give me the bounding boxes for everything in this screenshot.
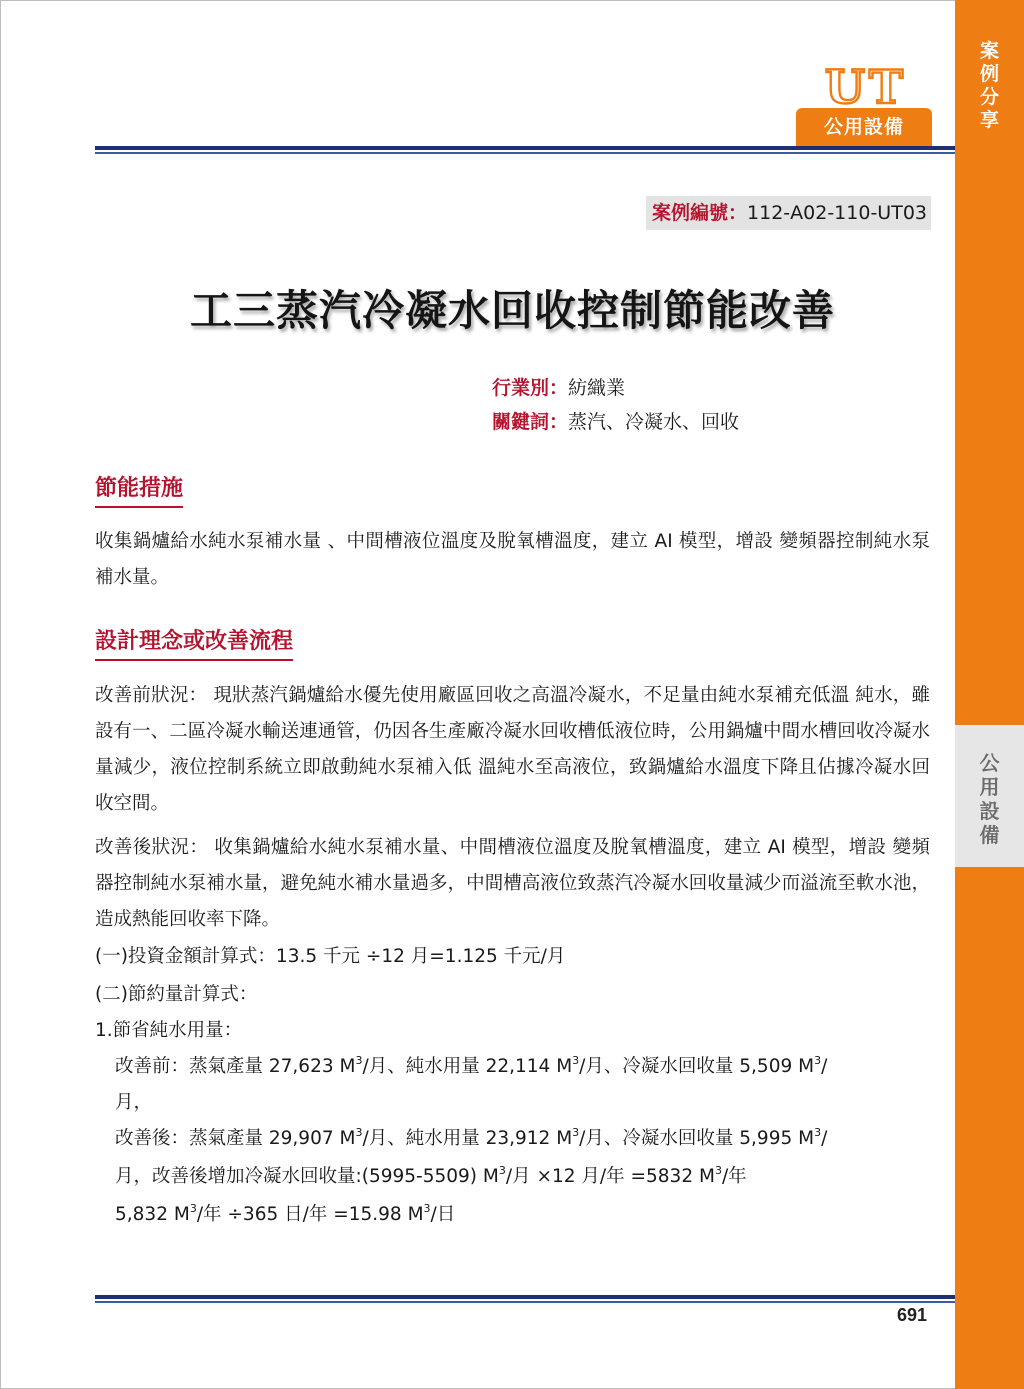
- savings-formula-title: (二)節約量計算式：: [95, 984, 258, 1005]
- side-tab-char: 案: [979, 40, 999, 62]
- after-figures-cont: 月，改善後增加冷凝水回收量:(5995-5509) $M^3/$月 ×12 月/年 =5832 $M^3/$年: [115, 1164, 747, 1187]
- item-pure-water-savings: 1.節省純水用量：: [95, 1020, 243, 1041]
- industry-label: 行業別：: [492, 377, 569, 399]
- footer-rule: [95, 1295, 955, 1304]
- before-status-paragraph: 改善前狀況： 現狀蒸汽鍋爐給水優先使用廠區回收之高溫冷凝水，不足量由純水泵補充低溫 純水，雖設有一、二區冷凝水輸送連通管，仍因各生產廠冷凝水回收槽低液位時，公用鍋爐中間水槽回收冷凝水量減少，液位控制系統立即啟動純水泵補入低 溫純水至高液位，致鍋爐給水溫度下降且佔據冷凝水回收空間。: [95, 685, 930, 814]
- side-tab-char: 設: [979, 799, 1000, 823]
- side-tab-strip: [955, 0, 1024, 1389]
- side-tab-case-share[interactable]: [955, 40, 1024, 132]
- page-title: 工三蒸汽冷凝水回收控制節能改善: [189, 286, 835, 335]
- after-figures: 改善後：蒸氣產量 29,907 $M^3/$月、純水用量 23,912 $M^3/$月、冷凝水回收量 5,995 $M^3/$: [115, 1126, 828, 1149]
- side-tab-char: 備: [979, 823, 1000, 847]
- daily-savings-formula: 5,832 $M^3/$年 ÷365 日/年 =15.98 $M^3/$日: [115, 1202, 456, 1225]
- industry-row: [492, 376, 625, 400]
- ut-logo: [796, 62, 932, 146]
- industry-value: 紡織業: [568, 377, 626, 399]
- side-tab-char: 公: [979, 751, 1000, 775]
- measures-paragraph: 收集鍋爐給水純水泵補水量 、中間槽液位溫度及脫氧槽溫度，建立 AI 模型，增設 變頻器控制純水泵補水量。: [95, 531, 930, 588]
- case-number-label: 案例編號：: [652, 202, 748, 224]
- before-figures: 改善前：蒸氣產量 27,623 $M^3/$月、純水用量 22,114 $M^3/$月、冷凝水回收量 5,509 $M^3/$: [115, 1054, 828, 1077]
- side-tab-public-facilities[interactable]: [955, 725, 1024, 867]
- keywords-value: 蒸汽、冷凝水、回收: [568, 411, 740, 433]
- case-number-value: 112-A02-110-UT03: [747, 202, 927, 224]
- side-tab-char: 享: [979, 109, 999, 131]
- keywords-label: 關鍵詞：: [492, 411, 569, 433]
- before-figures-cont: 月，: [115, 1092, 153, 1113]
- after-status-paragraph: 改善後狀況： 收集鍋爐給水純水泵補水量、中間槽液位溫度及脫氧槽溫度，建立 AI 模型，增設 變頻器控制純水泵補水量，避免純水補水量過多，中間槽高液位致蒸汽冷凝水回收量減少而溢流至軟水池，造成熱能回收率下降。: [95, 837, 930, 930]
- case-number: [646, 196, 931, 230]
- page-number: 691: [897, 1305, 928, 1325]
- side-tab-char: 用: [979, 775, 1000, 799]
- side-tab-char: 分: [979, 86, 999, 108]
- measures-heading: 節能措施: [95, 474, 183, 508]
- design-heading: 設計理念或改善流程: [95, 627, 293, 661]
- side-tab-char: 例: [979, 63, 999, 85]
- keywords-row: [492, 410, 739, 434]
- header-rule: [95, 146, 955, 155]
- category-badge: 公用設備: [796, 108, 932, 146]
- investment-formula: (一)投資金額計算式：13.5 千元 ÷12 月=1.125 千元/月: [95, 946, 566, 967]
- ut-logo-text: UT: [824, 62, 908, 108]
- ut-logo-letters: [804, 62, 928, 108]
